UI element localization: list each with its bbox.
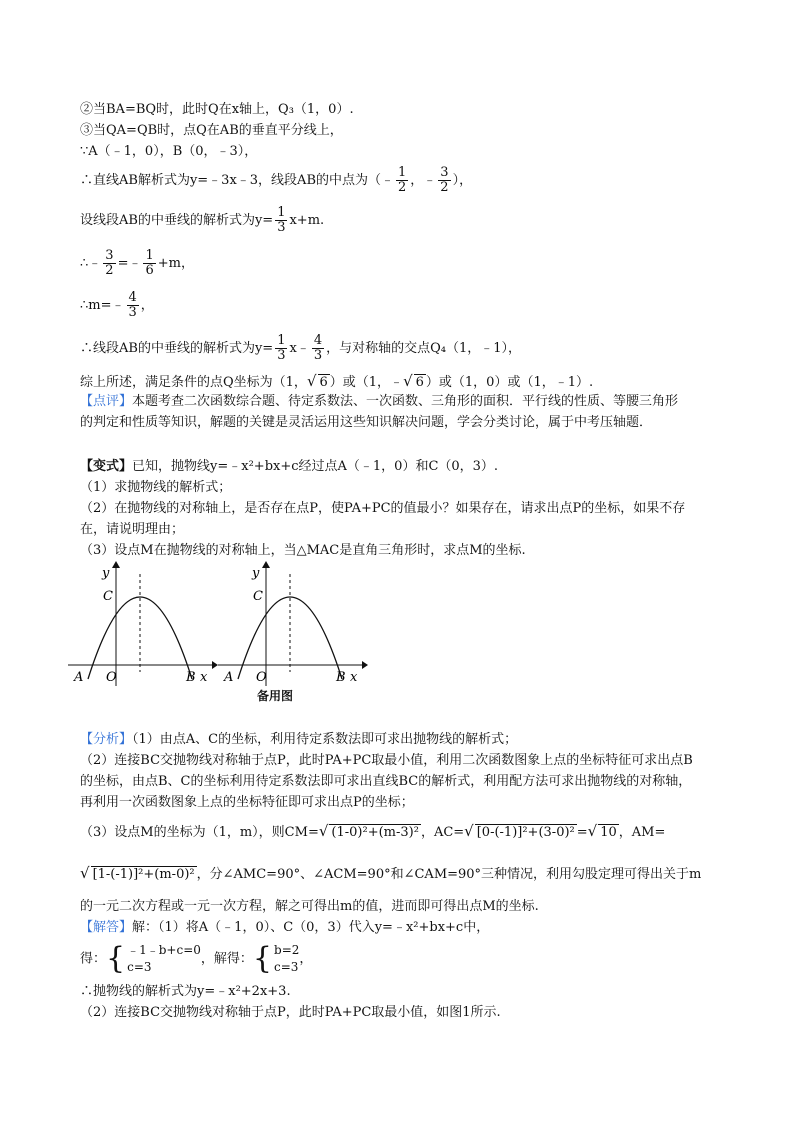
o-label: O	[106, 670, 117, 685]
variant-line: 【变式】已知，抛物线y=﹣x²+bx+c经过点A（﹣1，0）和C（0，3）.	[80, 459, 499, 474]
fraction: $\frac{4}{3}$	[128, 290, 137, 320]
figure-caption: 备用图	[257, 689, 294, 703]
fraction: $\frac{1}{6}$	[145, 248, 154, 278]
solution-line-2: 得：{ ﹣1﹣b+c=0 c=3 ，解得：{ b=2 c=3 ，	[80, 941, 313, 976]
comment-tag: 【点评】	[80, 394, 133, 409]
variant-tag: 【变式】	[80, 459, 133, 474]
x-axis-arrow	[362, 661, 368, 669]
analysis-line-6: √ [1-(-1)]²+(m-0)² ，分∠AMC=90°、∠ACM=90°和∠CAM=90°三种情况，利用勾股定理可得出关于m	[80, 864, 702, 882]
analysis-line-4: 再利用一次函数图象上点的坐标特征即可求出点P的坐标；	[80, 795, 414, 810]
analysis-tag: 【分析】	[80, 732, 133, 747]
y-label: y	[252, 566, 260, 581]
parabola-figure-1	[68, 560, 218, 688]
line-9: 综上所述，满足条件的点Q坐标为（1，√ 6 ）或（1，﹣√ 6 ）或（1，0）或（1，﹣1）.	[80, 372, 594, 390]
question-2b: 在，请说明理由；	[80, 522, 185, 537]
x-label: x	[350, 670, 358, 685]
solution-line-3: ∴抛物线的解析式为y=﹣x²+2x+3.	[80, 984, 291, 999]
b-label: B	[336, 670, 346, 685]
fraction: $\frac{1}{2}$	[398, 165, 407, 195]
question-3: （3）设点M在抛物线的对称轴上，当△MAC是直角三角形时，求点M的坐标.	[80, 543, 526, 558]
c-label: C	[253, 589, 263, 604]
x-label: x	[200, 670, 208, 685]
fraction: $\frac{1}{3}$	[277, 205, 286, 235]
a-label: A	[74, 670, 84, 685]
comment-line-2: 的判定和性质等知识，解题的关键是灵活运用这些知识解决问题，学会分类讨论，属于中考压轴题．	[80, 415, 653, 430]
line-7: ∴m=﹣ $\frac{4}{3}$ ，	[80, 290, 154, 320]
y-axis-arrow	[262, 561, 270, 568]
o-label: O	[256, 670, 267, 685]
line-8: ∴线段AB的中垂线的解析式为y= $\frac{1}{3}$ x﹣ $\frac{4}{3}$ ，与对称轴的交点Q₄（1，﹣1），	[80, 333, 522, 363]
line-3: ∵A（﹣1，0），B（0，﹣3），	[80, 144, 258, 159]
a-label: A	[224, 670, 234, 685]
y-label: y	[102, 566, 110, 581]
fraction: $\frac{3}{2}$	[105, 248, 114, 278]
fraction: $\frac{4}{3}$	[313, 333, 323, 363]
line-6: ∴﹣ $\frac{3}{2}$ =﹣ $\frac{1}{6}$ +m，	[80, 248, 194, 278]
analysis-line-3: 的坐标，由点B、C的坐标利用待定系数法即可求出直线BC的解析式，利用配方法可求出抛物线的对称轴，	[80, 774, 692, 789]
fraction: $\frac{3}{2}$	[440, 165, 449, 195]
line-4: ∴直线AB解析式为y=﹣3x﹣3，线段AB的中点为（﹣ $\frac{1}{2}$ ，﹣ $\frac{3}{2}$ ），	[80, 165, 473, 195]
comment-line-1: 【点评】本题考查二次函数综合题、待定系数法、一次函数、三角形的面积．平行线的性质、等腰三角形	[80, 394, 679, 409]
b-label: B	[186, 670, 196, 685]
fraction: $\frac{1}{3}$	[277, 333, 286, 363]
line-1: ②当BA=BQ时，此时Q在x轴上，Q₃（1，0）.	[80, 102, 354, 117]
analysis-line-7: 的一元二次方程或一元一次方程，解之可得出m的值，进而即可得出点M的坐标.	[80, 899, 539, 914]
analysis-line-1: 【分析】（1）由点A、C的坐标，利用待定系数法即可求出抛物线的解析式；	[80, 732, 518, 747]
y-axis-arrow	[112, 561, 120, 568]
question-2a: （2）在抛物线的对称轴上，是否存在点P，使PA+PC的值最小？如果存在，请求出点P的坐标，如果不存	[80, 501, 686, 516]
solution-line-1: 【解答】解：（1）将A（﹣1，0）、C（0，3）代入y=﹣x²+bx+c中，	[80, 920, 490, 935]
analysis-line-2: （2）连接BC交抛物线对称轴于点P，此时PA+PC取最小值，利用二次函数图象上点的坐标特征可求出点B	[80, 753, 693, 768]
parabola-figure-2	[218, 560, 368, 688]
solution-tag: 【解答】	[80, 920, 133, 935]
solution-line-4: （2）连接BC交抛物线对称轴于点P，此时PA+PC取最小值，如图1所示.	[80, 1005, 501, 1020]
analysis-line-5: （3）设点M的坐标为（1，m），则CM=√ (1-0)²+(m-3)² ，AC=√ [0-(-1)]²+(3-0)² =√ 10 ，AM=	[80, 822, 666, 840]
question-1: （1）求抛物线的解析式；	[80, 480, 232, 495]
c-label: C	[103, 589, 113, 604]
line-2: ③当QA=QB时，点Q在AB的垂直平分线上，	[80, 123, 343, 138]
line-5: 设线段AB的中垂线的解析式为y= $\frac{1}{3}$ x+m.	[80, 205, 325, 235]
